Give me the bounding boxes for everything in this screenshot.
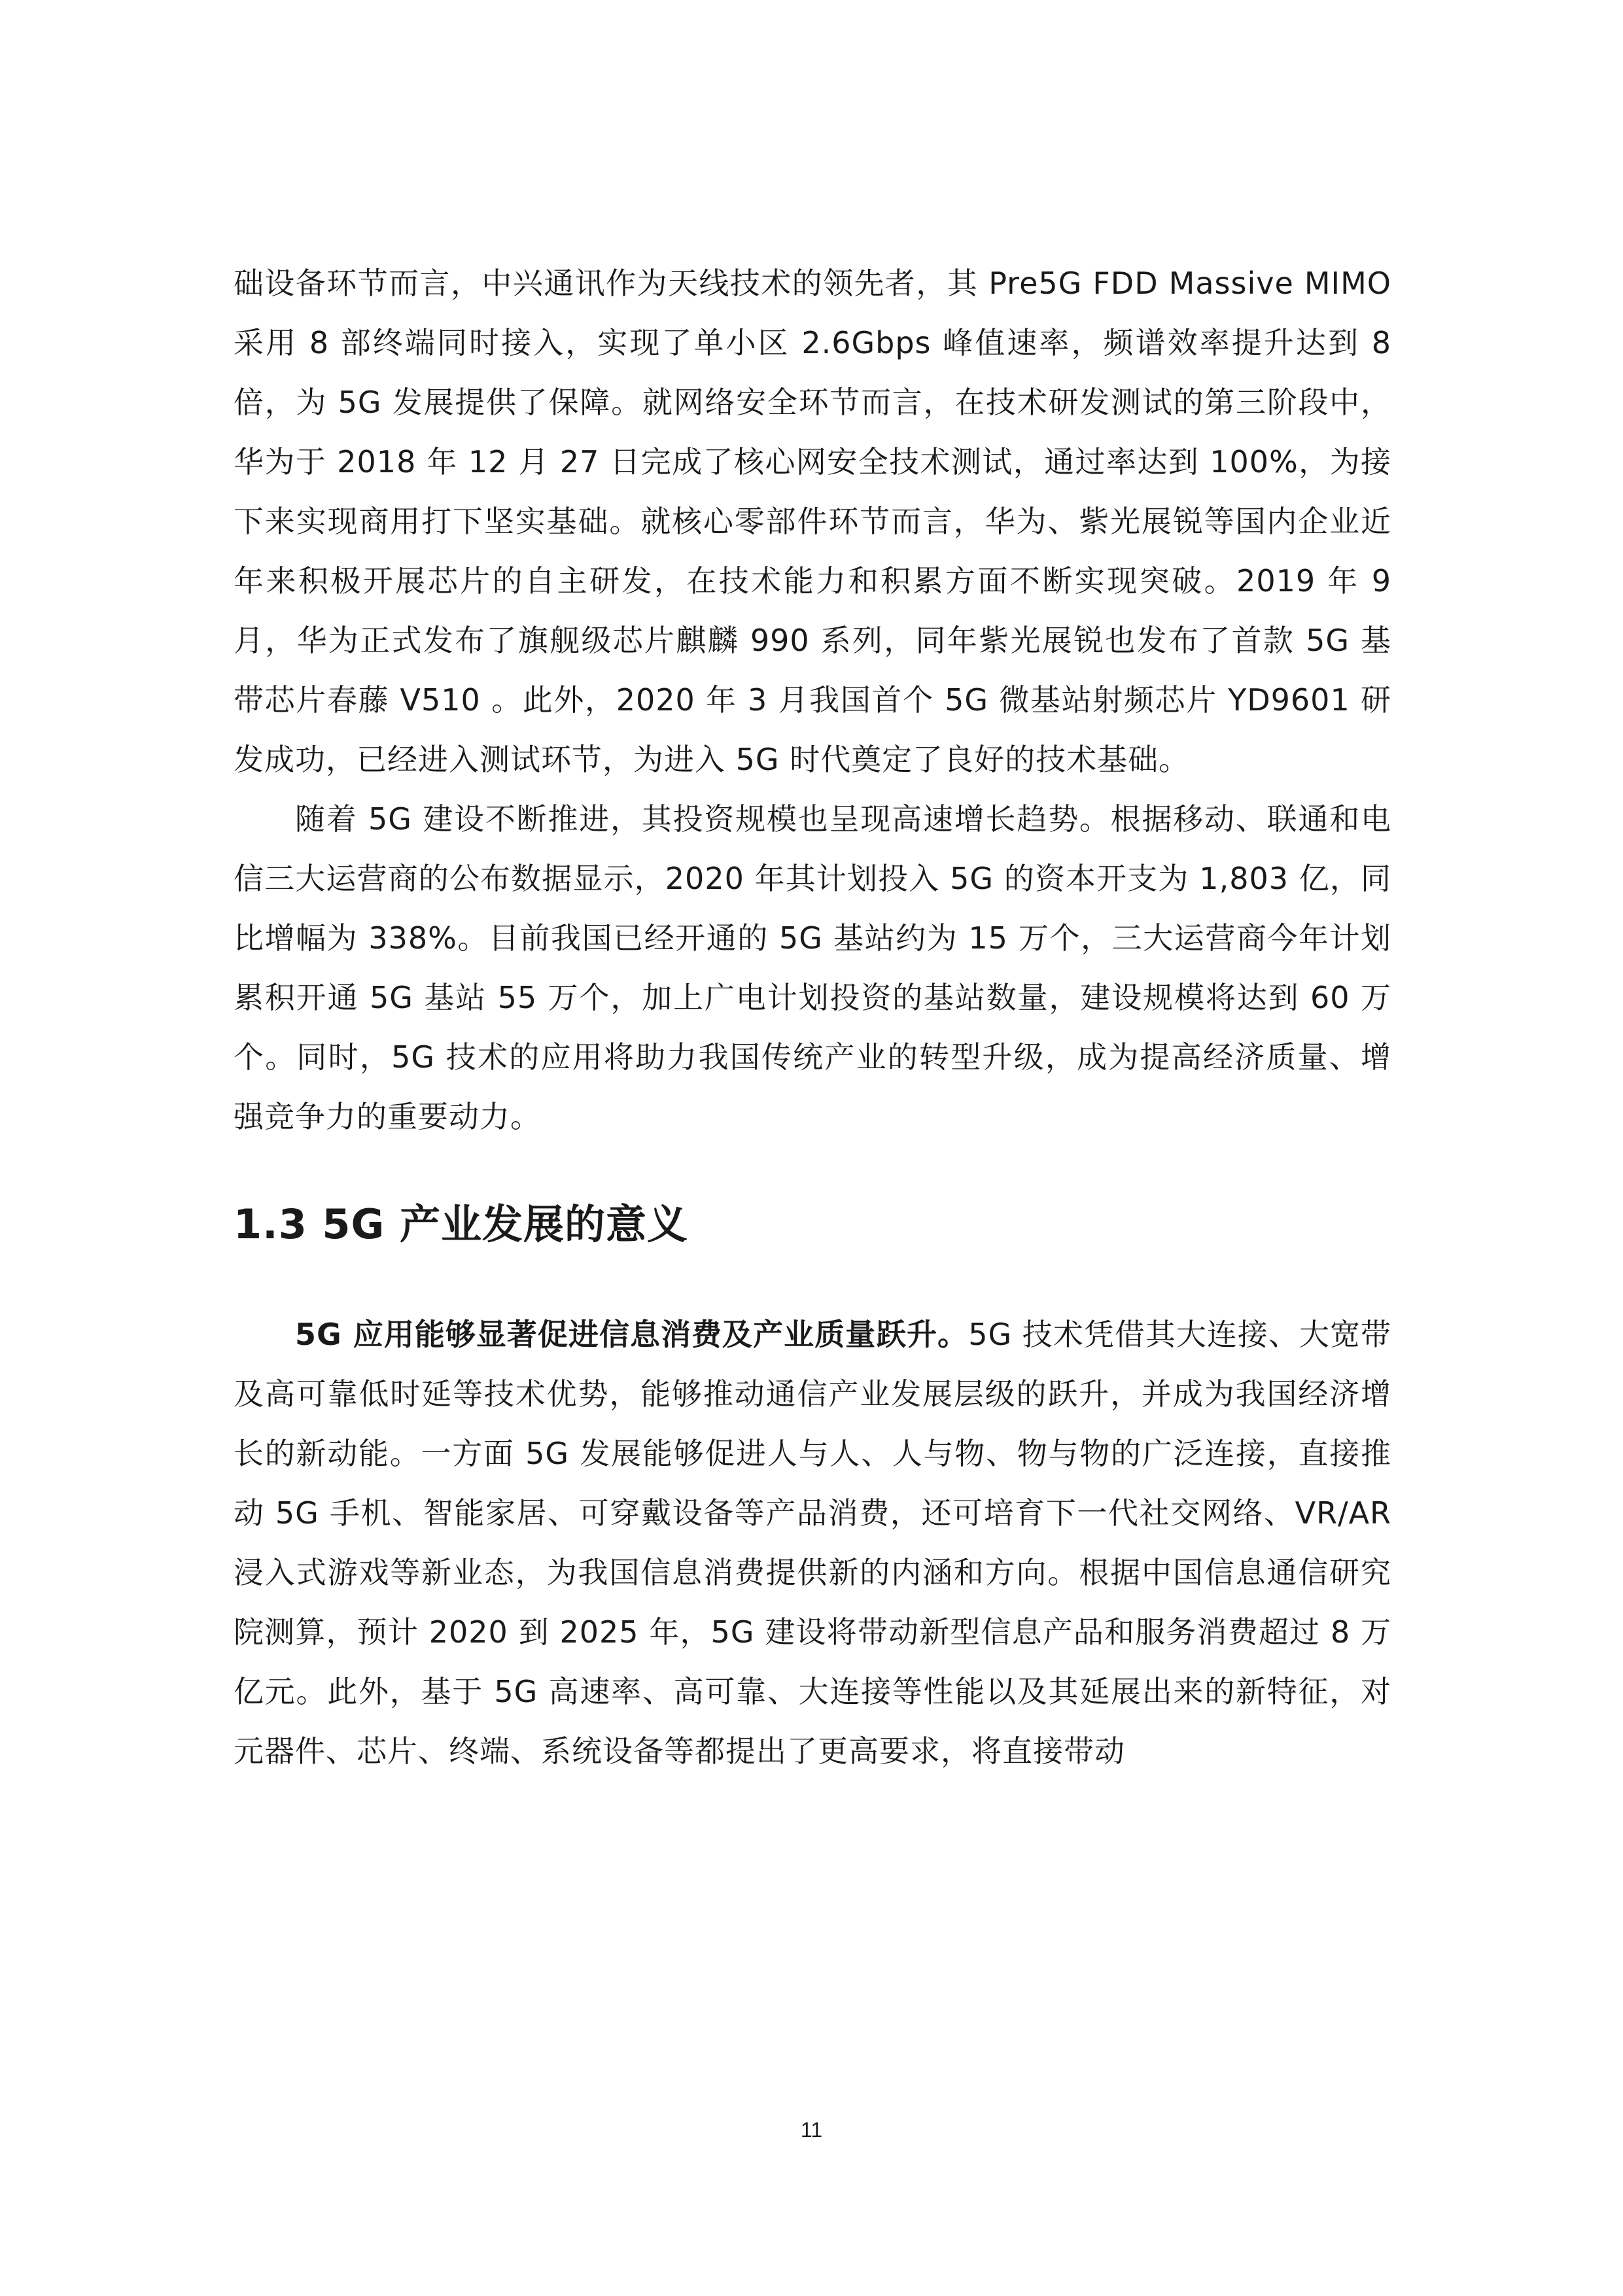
page-body xyxy=(234,254,1391,1781)
page-number: 11 xyxy=(800,2118,823,2142)
paragraph-lead-sentence: 5G 应用能够显著促进信息消费及产业质量跃升。 xyxy=(295,1317,969,1352)
body-paragraph-1: 础设备环节而言，中兴通讯作为天线技术的领先者，其 Pre5G FDD Massive MIMO 采用 8 部终端同时接入，实现了单小区 2.6Gbps 峰值速率，频谱效率提升达到 8 倍，为 5G 发展提供了保障。就网络安全环节而言，在技术研发测试的第三阶段中，华为于 2018 年 12 月 27 日完成了核心网安全技术测试，通过率达到 100%，为接下来实现商用打下坚实基础。就核心零部件环节而言，华为、紫光展锐等国内企业近年来积极开展芯片的自主研发，在技术能力和积累方面不断实现突破。2019 年 9 月，华为正式发布了旗舰级芯片麒麟 990 系列，同年紫光展锐也发布了首款 5G 基带芯片春藤 V510 。此外，2020 年 3 月我国首个 5G 微基站射频芯片 YD9601 研发成功，已经进入测试环节，为进入 5G 时代奠定了良好的技术基础。 xyxy=(234,266,1391,777)
body-paragraph-3 xyxy=(234,1305,1391,1781)
body-paragraph-2: 随着 5G 建设不断推进，其投资规模也呈现高速增长趋势。根据移动、联通和电信三大运营商的公布数据显示，2020 年其计划投入 5G 的资本开支为 1,803 亿，同比增幅为 338%。目前我国已经开通的 5G 基站约为 15 万个，三大运营商今年计划累积开通 5G 基站 55 万个，加上广电计划投资的基站数量，建设规模将达到 60 万个。同时，5G 技术的应用将助力我国传统产业的转型升级，成为提高经济质量、增强竞争力的重要动力。 xyxy=(234,801,1391,1134)
paragraph-body-text: 5G 技术凭借其大连接、大宽带及高可靠低时延等技术优势，能够推动通信产业发展层级的跃升，并成为我国经济增长的新动能。一方面 5G 发展能够促进人与人、人与物、物与物的广泛连接，直接推动 5G 手机、智能家居、可穿戴设备等产品消费，还可培育下一代社交网络、VR/AR 浸入式游戏等新业态，为我国信息消费提供新的内涵和方向。根据中国信息通信研究院测算，预计 2020 到 2025 年，5G 建设将带动新型信息产品和服务消费超过 8 万亿元。此外，基于 5G 高速率、高可靠、大连接等性能以及其延展出来的新特征，对元器件、芯片、终端、系统设备等都提出了更高要求，将直接带动 xyxy=(234,1317,1391,1769)
section-heading: 1.3 5G 产业发展的意义 xyxy=(234,1200,689,1248)
